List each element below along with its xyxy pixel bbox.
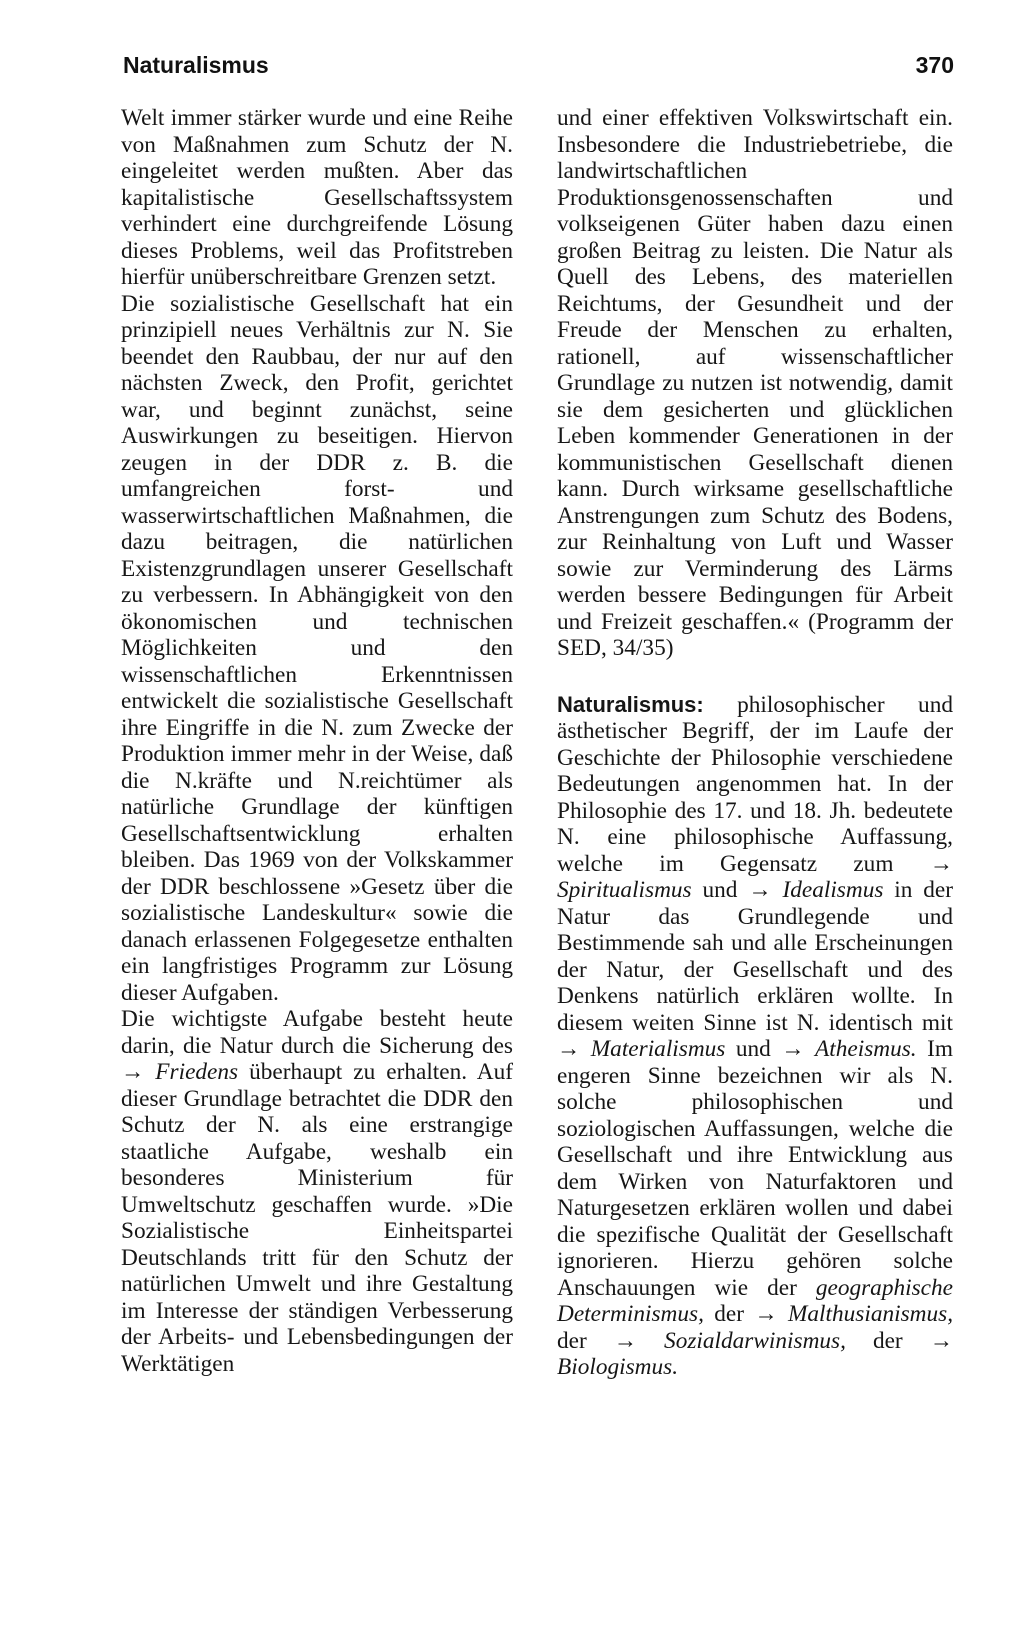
cross-reference: Idealismus [782,877,884,903]
entry-text: der [872,1327,903,1354]
entry-text: der [714,1301,744,1327]
cross-reference: Friedens [155,1059,239,1085]
paragraph-text: überhaupt zu erhalten. Auf dieser Grundlage betrachtet die DDR den Schutz der N. als eine erstrangige staatliche Aufgabe, weshalb ein besonderes Ministerium für Umweltschutz geschaffen wurde. »Die Sozialistische Einheitspartei Deutschlands tritt für den Schutz der natürlichen Umwelt und ihre Gestaltung im Interesse der ständigen Verbesserung der Arbeits- und Lebensbedingungen der Werktätigen [121,1059,514,1377]
cross-reference: Spiritualismus [557,877,692,903]
cross-reference: Atheismus. [815,1036,917,1062]
cross-reference-arrow-icon: → [613,1327,638,1354]
cross-reference-arrow-icon: → [781,1036,805,1062]
cross-reference: Materialismus [590,1036,726,1062]
entry-keyword: Naturalismus: [557,691,704,717]
paragraph [121,105,513,291]
paragraph-text: Die sozialistische Gesellschaft hat ein prinzipiell neues Verhältnis zur N. Sie beendet den Raubbau, der nur auf den nächsten Zweck, den Profit, gerichtet war, und beginnt zunächst, seine Auswirkungen zu beseitigen. Hiervon zeugen in der DDR z. B. die umfangreichen forst- und wasserwirtschaftlichen Maßnahmen, die dazu beitragen, die natürlichen Existenzgrundlagen unserer Gesellschaft zu verbessern. In Abhängigkeit von den ökonomischen und technischen Möglichkeiten und den wissenschaftlichen Erkenntnissen entwickelt die sozialistische Gesellschaft ihre Eingriffe in die N. zum Zwecke der Produktion immer mehr in der Weise, daß die N.kräfte und N.reichtümer als natürliche Grundlage der künftigen Gesellschaftsentwicklung erhalten bleiben. Das 1969 von der Volkskammer der DDR beschlossene »Gesetz über die sozialistische Landeskultur« sowie die danach erlassenen Folgegesetze enthalten ein langfristiges Programm zur Lösung dieser Aufgaben. [121,290,513,1006]
page-number: 370 [915,52,954,78]
cross-reference-arrow-icon: → [929,1327,953,1354]
paragraph [121,1006,513,1377]
cross-reference-arrow-icon: → [121,1059,145,1085]
cross-reference-arrow-icon: → [557,1036,581,1062]
entry-text: Im engeren Sinne bezeichnen wir als N. solche philosophischen und soziologischen Auffassungen, welche die Gesellschaft und ihre Entwicklung aus dem Wirken von Naturfaktoren und Naturgesetzen erklären wollen und dabei die spezifische Qualität der Gesellschaft ignorieren. Hierzu gehören solche Anschauungen wie der [557,1036,953,1301]
paragraph-text: Welt immer stärker wurde und eine Reihe von Maßnahmen zum Schutz der N. eingeleitet werden mußten. Aber das kapitalistische Gesellschaftssystem verhindert eine durchgreifende Lösung dieses Problems, weil das Profitstreben hierfür unüberschreitbare Grenzen setzt. [121,105,513,290]
cross-reference: Biologismus. [557,1354,679,1380]
cross-reference-arrow-icon: → [754,1301,778,1327]
paragraph [121,291,513,1007]
entry-text: und [735,1036,771,1062]
left-column [121,105,513,1377]
cross-reference: geographische Determinismus, [557,1274,953,1327]
dictionary-entry [557,692,953,1381]
entry-text: philosophischer und ästhetischer Begriff, der im Laufe der Geschichte der Philosophie verschiedene Bedeutungen angenommen hat. In der Philosophie des 17. und 18. Jh. bedeutete N. eine philosophische Auffassung, welche im Gegensatz zum [557,691,953,877]
entry-text: der [557,1327,587,1354]
cross-reference: Malthusianismus, [787,1301,954,1327]
cross-reference-arrow-icon: → [929,850,953,877]
cross-reference-arrow-icon: → [748,877,772,903]
right-column [557,105,953,1381]
cross-reference: Sozialdarwinismus, [664,1327,846,1354]
paragraph-text: Die wichtigste Aufgabe besteht heute darin, die Natur durch die Sicherung des [121,1006,513,1059]
entry-text: und [702,877,738,903]
running-head-keyword: Naturalismus [123,52,269,78]
paragraph [557,105,953,662]
entry-text: in der Natur das Grundlegende und Bestimmende sah und alle Erscheinungen der Natur, der Gesellschaft und des Denkens natürlich erklären wollte. In diesem weiten Sinne ist N. identisch mit [557,877,954,1036]
paragraph-text: und einer effektiven Volkswirtschaft ein. Insbesondere die Industriebetriebe, die landwirtschaftlichen Produktionsgenossenschaften und volkseigenen Güter haben dazu einen großen Beitrag zu leisten. Die Natur als Quell des Lebens, des materiellen Reichtums, der Gesundheit und der Freude der Menschen zu erhalten, rationell, auf wissenschaftlicher Grundlage zu nutzen ist notwendig, damit sie dem gesicherten und glücklichen Leben kommender Generationen in der kommunistischen Gesellschaft dienen kann. Durch wirksame gesellschaftliche Anstrengungen zum Schutz des Bodens, zur Reinhaltung von Luft und Wasser sowie zur Verminderung des Lärms werden bessere Bedingungen für Arbeit und Freizeit geschaffen.« (Programm der SED, 34/35) [557,105,953,661]
